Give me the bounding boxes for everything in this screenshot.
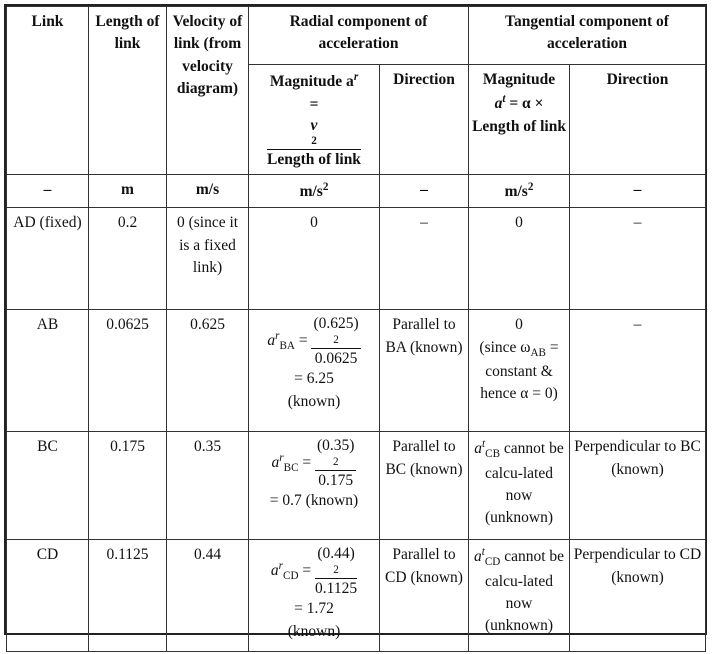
tang-mag-rest: = α × [505,95,544,113]
bc-tang-a: a [474,440,483,458]
ab-tang-note-sub: AB [530,346,546,359]
table-row [7,540,706,652]
cd-radial [249,540,380,652]
cd-tang-sub: CD [484,556,501,569]
table-row [7,208,706,310]
ab-tang-val: 0 [515,316,523,334]
ab-num: (0.625) [313,315,359,333]
ab-result: = 6.25 [294,370,334,388]
tang-mag-line1: Magnitude [482,71,556,88]
ab-num-sup: 2 [333,333,339,346]
header-link: Link [7,7,89,175]
cd-den: 0.1125 [315,579,358,597]
bc-tang-sub: CB [485,448,501,461]
cd-length: 0.1125 [89,540,167,652]
ab-eq: = [298,331,308,349]
table-row [7,432,706,540]
radial-formula [267,116,361,170]
bc-direction: Parallel to BC (known) [380,432,469,540]
ab-length: 0.0625 [89,310,167,432]
cd-tang-text: cannot be calcu-lated now (unknown) [485,548,565,635]
bc-radial [249,432,380,540]
radial-mag-label: Magnitude a [269,73,354,91]
bc-tangential-direction: Perpendicular to BC (known) [570,432,706,540]
ad-tangential-direction: – [570,208,706,310]
radial-num-sup: 2 [311,135,317,148]
unit-radial [249,174,380,208]
ab-tang-note1: (since ω [479,338,531,356]
bc-num-sup: 2 [332,455,339,468]
bc-num: (0.35) [317,437,355,455]
bc-sup: r [279,451,284,464]
ad-link: AD (fixed) [7,208,89,310]
cd-direction: Parallel to CD (known) [380,540,469,652]
radial-mag-sup: r [353,71,359,83]
unit-link: – [7,174,89,208]
header-radial-magnitude [249,65,380,175]
ab-known: (known) [287,392,341,410]
ab-tang-note2: = constant & hence α = 0) [480,338,559,403]
cd-sub: CD [283,569,299,582]
ab-den: 0.0625 [314,349,358,367]
cd-velocity: 0.44 [167,540,249,652]
ab-sup: r [275,329,280,342]
ab-radial [249,310,380,432]
unit-direction-2: – [570,174,706,208]
header-radial: Radial component of acceleration [249,7,469,65]
cd-tang-a: a [473,548,482,566]
bc-tang-text: cannot be calcu-lated now (unknown) [485,440,564,527]
tang-mag-sup: t [502,93,506,106]
unit-tangential [469,174,570,208]
ad-direction: – [380,208,469,310]
ab-velocity: 0.625 [167,310,249,432]
ad-velocity: 0 (since it is a fixed link) [167,208,249,310]
bc-link: BC [7,432,89,540]
bc-formula [271,437,357,489]
header-row-1 [7,7,706,65]
header-velocity: Velocity of link (from velocity diagram) [167,7,249,175]
bc-velocity: 0.35 [167,432,249,540]
radial-num: v [310,117,318,135]
cd-num: (0.44) [317,545,355,563]
bc-sub: BC [283,461,299,474]
ab-tangential [469,310,570,432]
cd-tangential-direction: Perpendicular to CD (known) [570,540,706,652]
cd-tang-sup: t [481,546,485,559]
ab-a: a [267,331,276,349]
tang-mag-line3: Length of link [472,118,566,136]
unit-radial-sup: 2 [322,180,329,193]
unit-direction: – [380,174,469,208]
cd-num-sup: 2 [333,563,339,576]
ab-link: AB [7,310,89,432]
ab-formula [267,315,360,367]
ad-tangential: 0 [469,208,570,310]
header-length: Length of link [89,7,167,175]
cd-eq: = [302,561,312,579]
cd-tangential [469,540,570,652]
unit-tang-text: m/s [504,182,528,200]
cd-a: a [270,561,279,579]
header-radial-direction: Direction [380,65,469,175]
bc-tang-sup: t [482,438,486,451]
bc-den: 0.175 [318,471,354,489]
bc-length: 0.175 [89,432,167,540]
unit-radial-text: m/s [299,182,323,200]
bc-eq: = [302,453,312,471]
ab-sub: BA [279,339,295,352]
bc-a: a [271,453,280,471]
radial-den: Length of link [267,151,361,169]
header-tangential-direction: Direction [570,65,706,175]
tang-mag-a: a [494,95,503,113]
cd-link: CD [7,540,89,652]
acceleration-table [6,6,706,652]
ab-tangential-direction: – [570,310,706,432]
table-row [7,310,706,432]
unit-length: m [89,174,167,208]
unit-tang-sup: 2 [527,180,534,193]
unit-velocity: m/s [167,174,249,208]
bc-result: = 0.7 (known) [269,492,359,510]
cd-formula [270,545,358,597]
cd-known: (known) [287,622,341,640]
radial-mag-eq: = [309,95,319,113]
acceleration-table-frame [4,4,707,640]
ad-radial: 0 [249,208,380,310]
ad-length: 0.2 [89,208,167,310]
bc-tangential [469,432,570,540]
cd-result: = 1.72 [294,600,334,618]
cd-sup: r [278,559,284,572]
header-tangential-magnitude [469,65,570,175]
header-tangential: Tangential component of acceleration [469,7,706,65]
units-row [7,174,706,208]
ab-direction: Parallel to BA (known) [380,310,469,432]
